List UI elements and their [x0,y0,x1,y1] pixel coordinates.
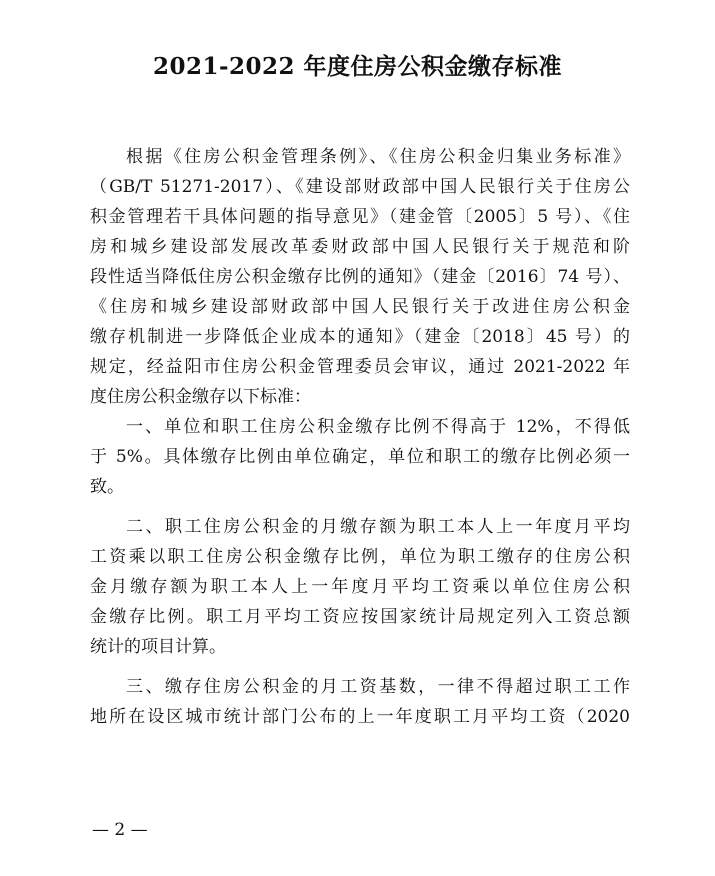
body-line: 度住房公积金缴存以下标准： [90,387,311,407]
body-line: 致。 [90,477,124,497]
page-number: — 2 — [92,820,148,840]
body-line: 地所在设区城市统计部门公布的上一年度职工月平均工资（2020 [90,707,630,727]
body-line: 《住房和城乡建设部财政部中国人民银行关于改进住房公积金 [90,297,630,317]
document-title: 2021-2022 年度住房公积金缴存标准 [152,53,563,80]
body-line: 根据《住房公积金管理条例》、《住房公积金归集业务标准》 [126,147,630,167]
body-line: 统计的项目计算。 [90,637,226,657]
body-line: 金缴存比例。职工月平均工资应按国家统计局规定列入工资总额 [90,607,630,627]
body-line: 于 5%。具体缴存比例由单位确定，单位和职工的缴存比例必须一 [90,447,630,467]
body-line: 段性适当降低住房公积金缴存比例的通知》（建金〔2016〕74 号）、 [90,267,630,287]
body-line: 房和城乡建设部发展改革委财政部中国人民银行关于规范和阶 [90,237,630,257]
body-line: 积金管理若干具体问题的指导意见》（建金管〔2005〕5 号）、《住 [90,207,630,227]
body-line: 金月缴存额为职工本人上一年度月平均工资乘以单位住房公积 [90,577,630,597]
body-line: （GB/T 51271-2017）、《建设部财政部中国人民银行关于住房公 [90,177,630,197]
body-line: 三、缴存住房公积金的月工资基数，一律不得超过职工工作 [126,677,630,697]
body-line: 规定，经益阳市住房公积金管理委员会审议，通过 2021-2022 年 [90,357,630,377]
body-line: 工资乘以职工住房公积金缴存比例，单位为职工缴存的住房公积 [90,547,630,567]
body-line: 缴存机制进一步降低企业成本的通知》（建金〔2018〕45 号）的 [90,327,630,347]
body-line: 一、单位和职工住房公积金缴存比例不得高于 12%，不得低 [126,417,630,437]
body-line: 二、职工住房公积金的月缴存额为职工本人上一年度月平均 [126,517,630,537]
